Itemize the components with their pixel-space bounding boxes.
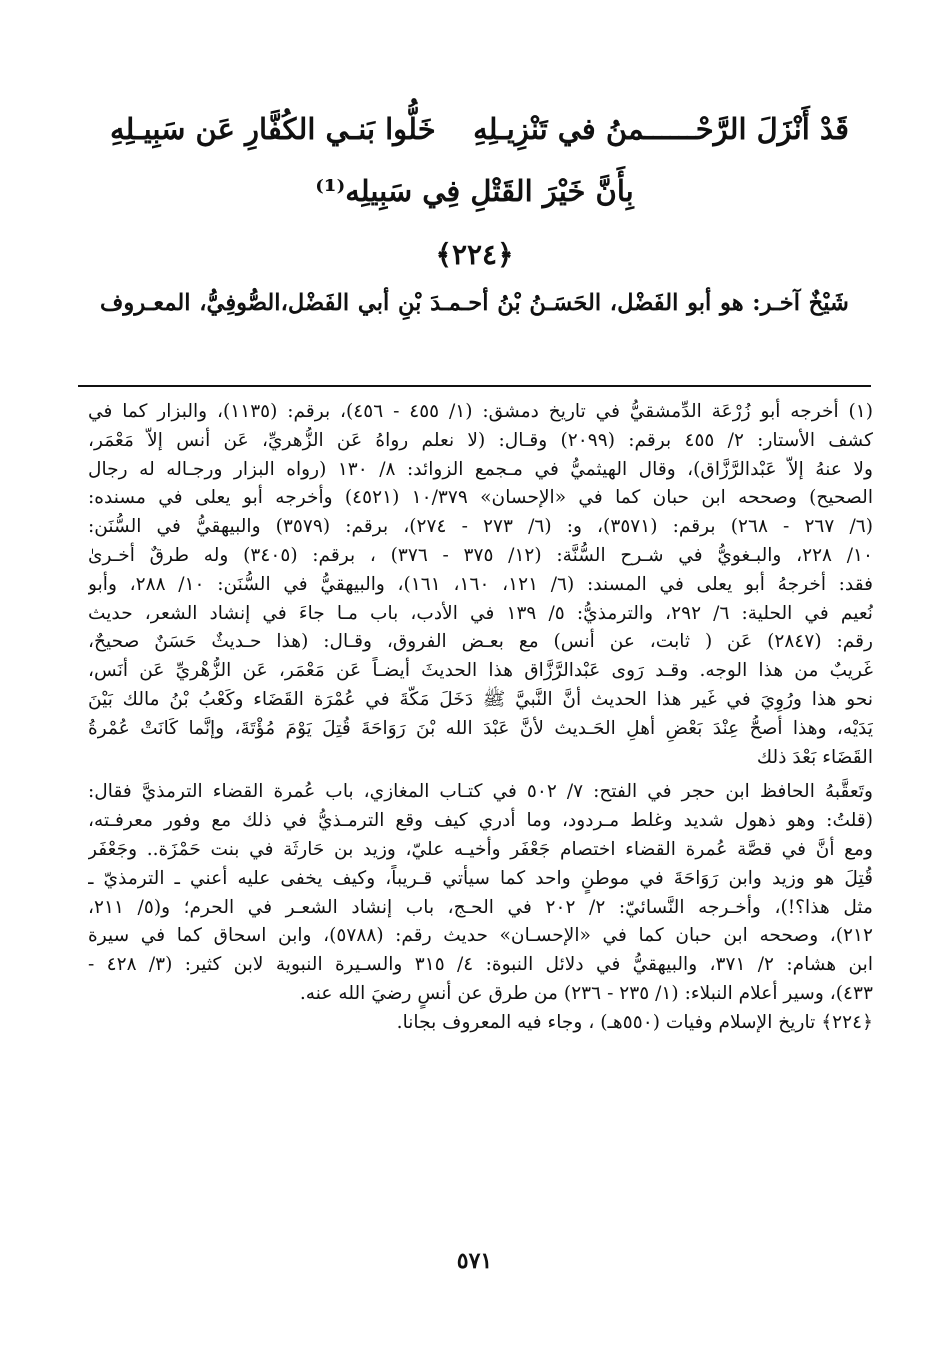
footnote-separator [78, 385, 871, 387]
footnote-line: (٦/ ٢٦٧ - ٢٦٨) برقم: (٣٥٧١)، و: (٦/ ٢٧٣ - ٢٧٤)، برقم: (٣٥٧٩) والبيهقيُّ في السُّنَن: [88, 516, 873, 538]
footnote-line: يَدَيْه، وهذا أصحُّ عِنْدَ بَعْضِ أهلِ الحَـديث لأنَّ عَبْدَ الله بْنَ رَوَاحَةَ قُتِلَ يَوْمَ مُؤْتَةَ، وإنَّما كَانَتْ عُمْرةُ [88, 717, 873, 739]
verse-line-1-right-hemistich: قَدْ أَنْزَلَ الرَّحْــــــمنُ في تَنْزِيـلِهِ [473, 112, 849, 146]
footnote-entry-224: ﴿٢٢٤﴾ تاريخ الإسلام وفيات (٥٥٠هـ) ، وجاء فيه المعروف بجانا. [396, 1011, 873, 1033]
footnote-line: رقم: (٢٨٤٧) عَن ( ثابت، عن أنس) مع بعـض الفروق، وقـال: (هذا حـديثٌ حَسَنٌ صحيحٌ، [88, 631, 873, 653]
footnote-line: قُتِلَ هو وزيد وابن رَوَاحَةَ في موطنٍ واحد كما سيأتي قـريباً، وكيف يخفى عليه أعني ـ الترمذيّ ـ [88, 867, 873, 889]
footnote-line: ٢١٢)، وصححه ابن حبان كما في «الإحسـان» حديث رقم: (٥٧٨٨)، وابن اسحاق كما في سيرة [88, 925, 873, 947]
footnote-line: (قلتُ: وهو ذهول شديد وغلط مـردود، وما أدري كيف وقع الترمـذيُّ في ذلك مع وفور معرفـته، [88, 810, 873, 832]
footnote-line: الصحيح) وصححه ابن حبان كما في «الإحسان» ١٠/٣٧٩ (٤٥٢١) وأخرجه أبو يعلى في مسنده: [88, 487, 873, 509]
footnote-line: وتَعقَّبهُ الحافظ ابن حجر في الفتح: ٧/ ٥٠٢ في كتـاب المغازي، باب عُمرة القضاء الترمذيَّ فقال: [88, 781, 873, 803]
verse-line-2: بِأَنَّ خَيْرَ القَتْلِ فِي سَبِيلِه⁽¹⁾ [315, 174, 634, 208]
footnote-line: نُعيم في الحلية: ٦/ ٢٩٢، والترمذيُّ: ٥/ ١٣٩ في الأدب، باب مـا جاءَ في إنشاد الشعر، حديث [88, 602, 873, 624]
footnote-line: ولا عنهُ إلاَّ عَبْدالرَّزَّاق)، وقال الهيثميُّ في مـجمع الزوائد: ٨/ ١٣٠ (رواه البزار ورجـاله له رجال [88, 458, 873, 480]
footnote-line: فقد: أخرجهُ أبو يعلى في المسند: (٦/ ١٢١، ١٦٠، ١٦١)، والبيهقيُّ في السُّنَن: ١٠/ ٢٨٨، وأبو [88, 573, 873, 595]
entry-heading: شَيْخٌ آخـر: هو أبو الفَضْل، الحَسَـنُ بْنُ أحـمـدَ بْنِ أبي الفَضْل،الصُّوفِيُّ، المعـروف [100, 290, 849, 316]
footnote-line: ٤٣٣)، وسير أعلام النبلاء: (١/ ٢٣٥ - ٢٣٦) من طرق عن أنسٍ رضيَ الله عنه. [299, 982, 873, 1004]
verse-line-1-left-hemistich: خَلُّوا بَنـي الكُفَّارِ عَن سَبِيـلِهِ [110, 112, 436, 146]
footnote-line: مثل هذا؟!)، وأخـرجه النَّسائيّ: ٢/ ٢٠٢ في الحـج، باب إنشاد الشعـر في الحرم؛ و(٥/ ٢١١، [88, 896, 873, 918]
footnote-line: كشف الأستار: ٢/ ٤٥٥ برقم: (٢٠٩٩) وقـال: (لا نعلم رواهُ عَن الزُّهريِّ، عَن أنس إلاَّ مَعْمَر، [88, 429, 873, 451]
footnote-line: (١) أخرجه أبو زُرْعَة الدِّمشقيُّ في تاريخ دمشق: (١/ ٤٥٥ - ٤٥٦)، برقم: (١١٣٥)، والبزار كما في [88, 401, 873, 422]
page-number: ٥٧١ [456, 1248, 493, 1274]
footnote-line: ابن هشام: ٢/ ٣٧١، والبيهقيُّ في دلائل النبوة: ٤/ ٣١٥ والسـيرة النبوية لابن كثير: (٣/ ٤٢٨ - [88, 954, 873, 976]
footnote-line: ١٠/ ٢٢٨، والبـغويُّ في شـرح السُّنَّة: (١٢/ ٣٧٥ - ٣٧٦) ، برقم: (٣٤٠٥) وله طرقٌ أخـرىٰ [88, 544, 873, 566]
footnote-line: غَريبٌ من هذا الوجه. وقـد رَوى عَبْدالرَّزَّاق هذا الحديثَ أيضـاً عَن مَعْمَر، عَن الزُّهْريِّ عَن أَنَس، [88, 660, 873, 682]
footnote-line: القَضَاء بَعْدَ ذلك [756, 746, 873, 768]
footnote-line: نحو هذا ورُوِيَ في غَير هذا الحديث أنَّ النَّبيَّ ﷺ دَخَلَ مَكَّةَ في عُمْرَة القَضَاء وكَعْبُ بْنُ مالك بَيْنَ [88, 688, 873, 710]
footnotes [88, 398, 873, 1038]
footnote-line: ومع أنَّ في قصَّة عُمرة القضاء اختصام جَعْفَر وأخيـه عليّ، وزيد بن حَارثَة في بنت حَمْزَة.. وجَعْفَر [88, 838, 873, 860]
entry-number: ﴿٢٢٤﴾ [435, 238, 514, 271]
